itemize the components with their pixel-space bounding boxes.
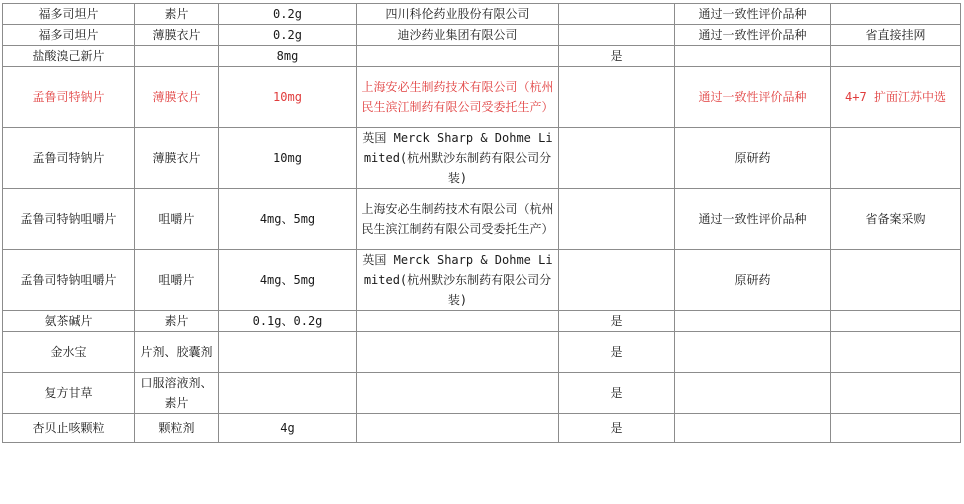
dosage-form-cell: 口服溶液剂、素片 [135, 373, 219, 414]
drug-name-cell: 复方甘草 [3, 373, 135, 414]
table-row [3, 4, 961, 25]
flag-cell [559, 67, 675, 128]
specification-cell: 10mg [219, 67, 357, 128]
flag-cell [559, 4, 675, 25]
status-cell: 通过一致性评价品种 [675, 67, 831, 128]
specification-cell: 10mg [219, 128, 357, 189]
dosage-form-cell: 薄膜衣片 [135, 128, 219, 189]
note-cell [831, 46, 961, 67]
table-row [3, 311, 961, 332]
company-cell: 上海安必生制药技术有限公司（杭州民生滨江制药有限公司受委托生产） [357, 67, 559, 128]
note-cell [831, 250, 961, 311]
flag-cell: 是 [559, 311, 675, 332]
drug-name-cell: 孟鲁司特钠片 [3, 67, 135, 128]
specification-cell: 0.1g、0.2g [219, 311, 357, 332]
status-cell [675, 373, 831, 414]
company-cell: 迪沙药业集团有限公司 [357, 25, 559, 46]
specification-cell: 0.2g [219, 4, 357, 25]
table-row [3, 414, 961, 443]
flag-cell [559, 250, 675, 311]
company-cell [357, 311, 559, 332]
note-cell [831, 414, 961, 443]
flag-cell: 是 [559, 332, 675, 373]
flag-cell [559, 189, 675, 250]
drug-name-cell: 孟鲁司特钠咀嚼片 [3, 189, 135, 250]
note-cell [831, 373, 961, 414]
table-row [3, 128, 961, 189]
status-cell: 通过一致性评价品种 [675, 25, 831, 46]
dosage-form-cell: 咀嚼片 [135, 189, 219, 250]
status-cell: 通过一致性评价品种 [675, 4, 831, 25]
drug-name-cell: 氨茶碱片 [3, 311, 135, 332]
status-cell: 原研药 [675, 250, 831, 311]
drug-name-cell: 福多司坦片 [3, 25, 135, 46]
company-cell: 英国 Merck Sharp & Dohme Limited(杭州默沙东制药有限公司分装) [357, 250, 559, 311]
company-cell: 英国 Merck Sharp & Dohme Limited(杭州默沙东制药有限公司分装) [357, 128, 559, 189]
drug-list-table [2, 3, 961, 443]
drug-name-cell: 金水宝 [3, 332, 135, 373]
specification-cell [219, 373, 357, 414]
specification-cell: 4g [219, 414, 357, 443]
dosage-form-cell: 片剂、胶囊剂 [135, 332, 219, 373]
specification-cell: 0.2g [219, 25, 357, 46]
specification-cell [219, 332, 357, 373]
company-cell [357, 414, 559, 443]
note-cell [831, 4, 961, 25]
table-row-highlighted [3, 67, 961, 128]
company-cell [357, 46, 559, 67]
status-cell: 通过一致性评价品种 [675, 189, 831, 250]
dosage-form-cell [135, 46, 219, 67]
table-row [3, 373, 961, 414]
drug-name-cell: 盐酸溴己新片 [3, 46, 135, 67]
flag-cell [559, 25, 675, 46]
drug-name-cell: 杏贝止咳颗粒 [3, 414, 135, 443]
drug-name-cell: 孟鲁司特钠咀嚼片 [3, 250, 135, 311]
flag-cell: 是 [559, 414, 675, 443]
note-cell: 4+7 扩面江苏中选 [831, 67, 961, 128]
status-cell [675, 332, 831, 373]
flag-cell [559, 128, 675, 189]
note-cell [831, 128, 961, 189]
note-cell: 省直接挂网 [831, 25, 961, 46]
specification-cell: 4mg、5mg [219, 250, 357, 311]
table-row [3, 332, 961, 373]
dosage-form-cell: 素片 [135, 4, 219, 25]
specification-cell: 8mg [219, 46, 357, 67]
dosage-form-cell: 薄膜衣片 [135, 25, 219, 46]
status-cell [675, 46, 831, 67]
dosage-form-cell: 薄膜衣片 [135, 67, 219, 128]
dosage-form-cell: 素片 [135, 311, 219, 332]
status-cell [675, 414, 831, 443]
company-cell: 四川科伦药业股份有限公司 [357, 4, 559, 25]
specification-cell: 4mg、5mg [219, 189, 357, 250]
status-cell: 原研药 [675, 128, 831, 189]
company-cell [357, 373, 559, 414]
table-row [3, 250, 961, 311]
status-cell [675, 311, 831, 332]
table-row [3, 25, 961, 46]
drug-name-cell: 福多司坦片 [3, 4, 135, 25]
drug-name-cell: 孟鲁司特钠片 [3, 128, 135, 189]
company-cell [357, 332, 559, 373]
note-cell [831, 332, 961, 373]
note-cell [831, 311, 961, 332]
table-row [3, 189, 961, 250]
table-row [3, 46, 961, 67]
dosage-form-cell: 咀嚼片 [135, 250, 219, 311]
flag-cell: 是 [559, 373, 675, 414]
dosage-form-cell: 颗粒剂 [135, 414, 219, 443]
note-cell: 省备案采购 [831, 189, 961, 250]
company-cell: 上海安必生制药技术有限公司（杭州民生滨江制药有限公司受委托生产） [357, 189, 559, 250]
flag-cell: 是 [559, 46, 675, 67]
